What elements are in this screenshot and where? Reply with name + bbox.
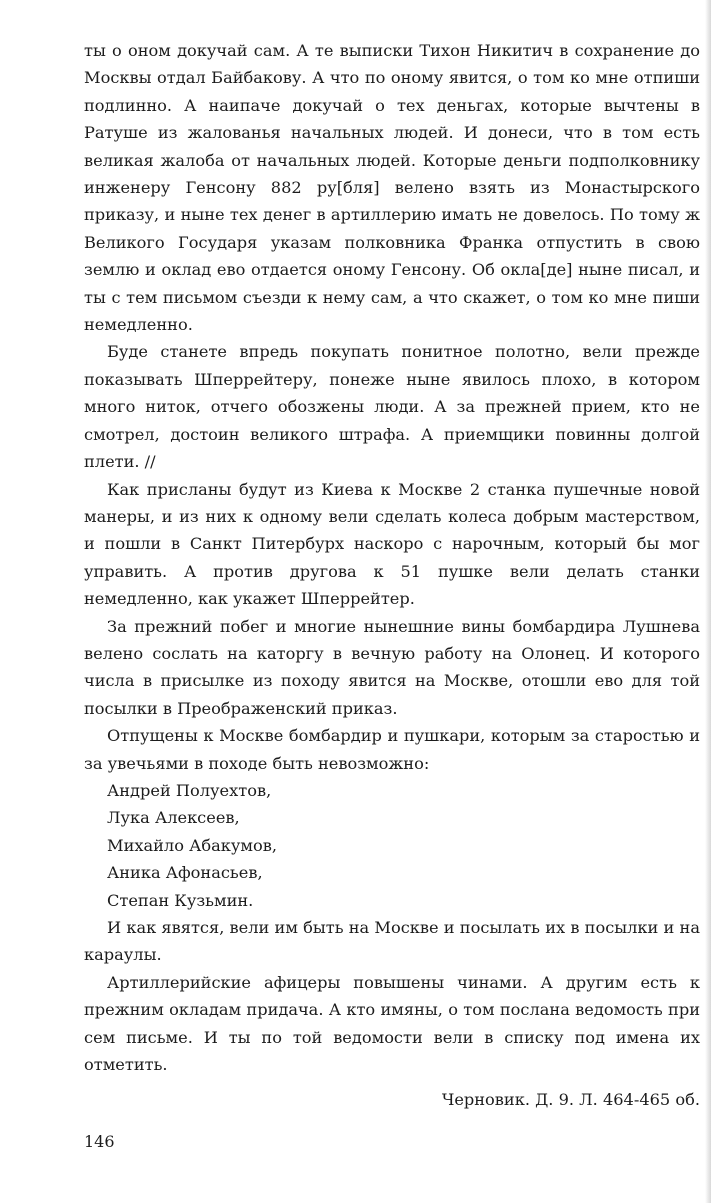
name-item: Андрей Полуехтов,	[107, 780, 272, 800]
paragraph-linen: Буде станете впредь покупать понитное полотно, вели прежде показывать Шперрейтеру, понеже ныне явилось плохо, в котором много ниток, отчего обозжены люди. А за прежней прием, кто не смотрел, достоин великого штрафа. А приемщики повинны долгой плети. //	[84, 342, 700, 472]
paragraph-duties: И как явятся, вели им быть на Москве и посылать их в посылки и на караулы.	[84, 918, 700, 965]
paragraph-officers: Артиллерийские афицеры повышены чинами. А другим есть к прежним окладам придача. А кто имяны, о том послана ведомость при сем письме. И ты по той ведомости вели в списку под имена их отметить.	[84, 972, 700, 1075]
document-body	[84, 37, 700, 1114]
paragraph-gun-carriages: Как присланы будут из Киева к Москве 2 станка пушечные новой манеры, и из них к одному вели сделать колеса добрым мастерством, и пошли в Санкт Питербурх наскоро с нарочным, который бы мог управить. А против другова к 51 пушке вели делать станки немедленно, как укажет Шперрейтер.	[84, 479, 700, 609]
name-item: Лука Алексеев,	[107, 808, 240, 828]
paragraph-released: Отпущены к Москве бомбардир и пушкари, которым за старостью и за увечьями в походе быть невозможно:	[84, 726, 700, 773]
source-reference: Черновик. Д. 9. Л. 464-465 об.	[441, 1090, 700, 1110]
names-list	[84, 777, 700, 914]
paragraph-bombardier: За прежний побег и многие нынешние вины бомбардира Лушнева велено сослать на каторгу в вечную работу на Олонец. И которого числа в присылке из походу явится на Москве, отошли ево для той посылки в Преображенский приказ.	[84, 616, 700, 718]
page-number: 146	[84, 1132, 115, 1151]
name-item: Аника Афонасьев,	[107, 863, 263, 883]
name-item: Степан Кузьмин.	[107, 890, 254, 910]
page-edge-shadow	[705, 0, 711, 1203]
paragraph-continuation: ты о оном докучай сам. А те выписки Тихон Никитич в сохранение до Москвы отдал Байбакову. А что по оному явится, о том ко мне отпиши подлинно. А наипаче докучай о тех деньгах, которые вычтены в Ратуше из жалованья начальных людей. И донеси, что в том есть великая жалоба от начальных людей. Которые деньги подполковнику инженеру Генсону 882 ру[бля] велено взять из Монастырского приказу, и ныне тех денег в артиллерию имать не довелось. По тому ж Великого Государя указам полковника Франка отпустить в свою землю и оклад ево отдается оному Генсону. Об окла[де] ныне писал, и ты с тем письмом съезди к нему сам, а что скажет, о том ко мне пиши немедленно.	[84, 41, 700, 335]
name-item: Михайло Абакумов,	[107, 835, 278, 855]
